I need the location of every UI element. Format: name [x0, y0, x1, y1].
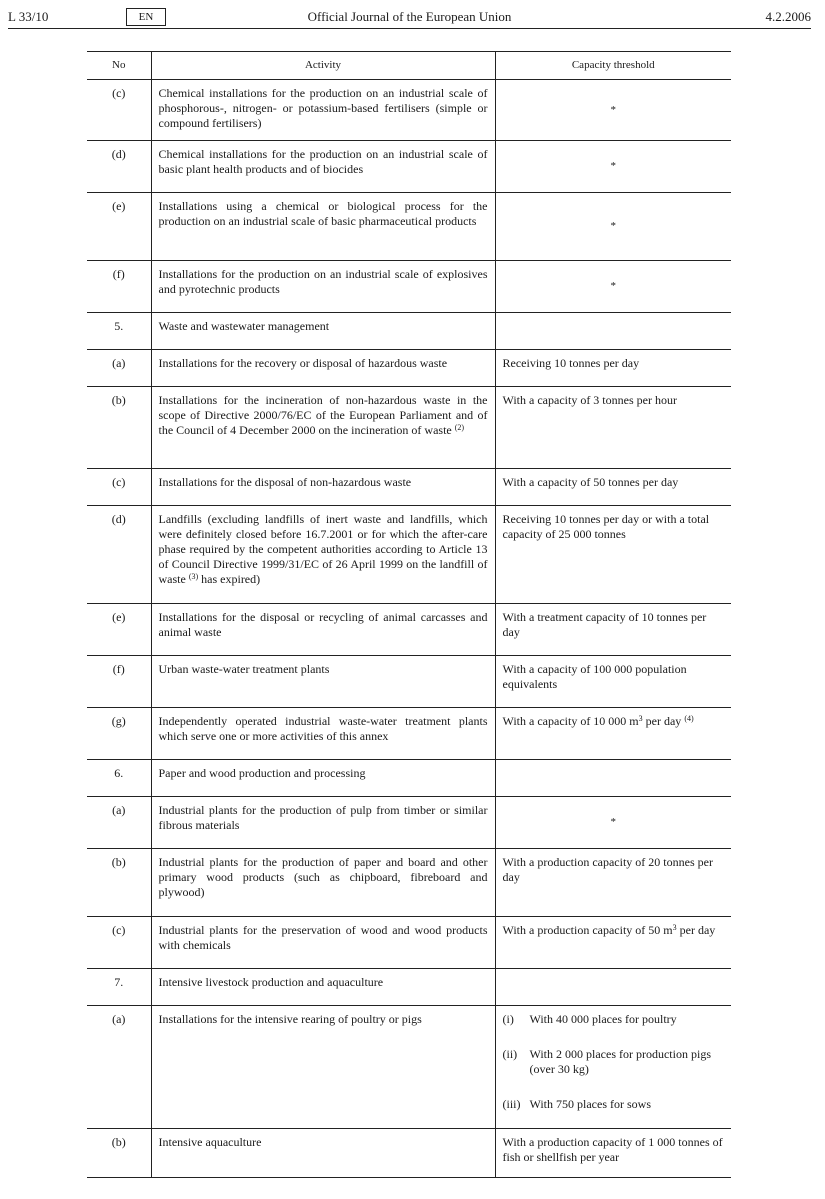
capacity-list-item: [503, 1047, 725, 1077]
activity-cell: Chemical installations for the production on an industrial scale of basic plant health products and of biocides: [151, 141, 495, 193]
capacity-cell: With a production capacity of 1 000 tonnes of fish or shellfish per year: [502, 1135, 723, 1164]
activity-cell: Installations for the production on an industrial scale of explosives and pyrotechnic products: [151, 261, 495, 313]
item-text: With 40 000 places for poultry: [529, 1012, 677, 1026]
journal-title: Official Journal of the European Union: [307, 9, 512, 24]
activity-cell: Chemical installations for the production on an industrial scale of phosphorous-, nitrogen- or potassium-based fertilisers (simple or compound fertilisers): [151, 80, 495, 141]
capacity-text: With a production capacity of 50 m: [502, 923, 673, 937]
section-title: Waste and wastewater management: [151, 313, 495, 350]
activity-cell: Industrial plants for the production of paper and board and other primary wood products (such as chipboard, fibreboard and plywood): [151, 849, 495, 917]
capacity-list: [495, 1006, 731, 1129]
activity-cell: Installations for the disposal of non-hazardous waste: [151, 469, 495, 506]
capacity-cell: With a production capacity of 20 tonnes per day: [502, 855, 713, 884]
capacity-cell: Receiving 10 tonnes per day: [502, 356, 640, 370]
capacity-cell: Receiving 10 tonnes per day or with a total capacity of 25 000 tonnes: [502, 512, 710, 541]
table-row: [87, 1129, 731, 1178]
table-row: [87, 656, 731, 708]
item-text: With 750 places for sows: [529, 1097, 651, 1111]
activities-table: [87, 51, 731, 1178]
capacity-text: With a capacity of 10 000 m: [502, 714, 639, 728]
row-number: (d): [87, 141, 151, 193]
activity-text: Landfills (excluding landfills of inert waste and landfills, which were definitely closed before 16.7.2001 or for which the after-care phase required by the competent authorities according to Article 13 of Council Directive 1999/31/EC of 26 April 1999 on the landfill of waste: [158, 512, 488, 586]
activity-cell: Industrial plants for the production of pulp from timber or similar fibrous materials: [151, 797, 495, 849]
row-number: (e): [87, 193, 151, 261]
capacity-cell: With a capacity of 3 tonnes per hour: [502, 393, 677, 407]
table-row: [87, 917, 731, 969]
capacity-cell: *: [610, 220, 616, 232]
footnote-ref: (3): [188, 572, 199, 581]
capacity-cell: [495, 760, 731, 797]
activity-cell: [151, 387, 495, 469]
unit-exponent: 3: [638, 714, 643, 723]
row-number: (b): [87, 1129, 151, 1178]
activity-cell: Industrial plants for the preservation of wood and wood products with chemicals: [151, 917, 495, 969]
table-row: [87, 80, 731, 141]
activity-text-end: has expired): [201, 572, 261, 586]
activity-cell: Installations for the intensive rearing of poultry or pigs: [151, 1006, 495, 1129]
column-header-activity: Activity: [151, 52, 495, 80]
capacity-cell: [495, 313, 731, 350]
capacity-cell: With a treatment capacity of 10 tonnes per day: [502, 610, 707, 639]
language-badge: EN: [126, 8, 166, 26]
footnote-ref: (4): [684, 714, 694, 723]
capacity-cell: [495, 969, 731, 1006]
table-row: [87, 708, 731, 760]
capacity-text-end: per day: [679, 923, 716, 937]
capacity-text-end: per day: [645, 714, 682, 728]
page-header: [8, 8, 811, 28]
page-reference: L 33/10: [8, 9, 49, 24]
section-number: 5.: [87, 313, 151, 350]
table-row: [87, 350, 731, 387]
row-number: (b): [87, 849, 151, 917]
table-row: [87, 387, 731, 469]
footnote-ref: (2): [454, 423, 465, 432]
activity-cell: Installations for the disposal or recycling of animal carcasses and animal waste: [151, 604, 495, 656]
header-rule: [8, 28, 811, 29]
capacity-cell: *: [610, 160, 616, 172]
section-title: Intensive livestock production and aquaculture: [151, 969, 495, 1006]
column-header-no: No: [87, 52, 151, 80]
table-row: [87, 797, 731, 849]
row-number: (c): [87, 469, 151, 506]
capacity-list-item: [503, 1097, 725, 1112]
table-row: [87, 604, 731, 656]
table-row: [87, 193, 731, 261]
activity-cell: Urban waste-water treatment plants: [151, 656, 495, 708]
capacity-cell: With a capacity of 100 000 population equivalents: [502, 662, 687, 691]
row-number: (a): [87, 1006, 151, 1129]
row-number: (f): [87, 656, 151, 708]
item-label: (iii): [502, 1097, 521, 1111]
table-row: [87, 849, 731, 917]
row-number: (a): [87, 350, 151, 387]
row-number: (f): [87, 261, 151, 313]
row-number: (d): [87, 506, 151, 604]
item-label: (i): [502, 1012, 514, 1026]
capacity-cell: [495, 708, 731, 760]
section-number: 7.: [87, 969, 151, 1006]
table-row: [87, 469, 731, 506]
capacity-cell: *: [610, 280, 616, 292]
capacity-cell: *: [610, 103, 616, 116]
item-label: (ii): [502, 1047, 518, 1061]
activity-cell: [151, 506, 495, 604]
activity-cell: Installations using a chemical or biological process for the production on an industrial scale of basic pharmaceutical products: [151, 193, 495, 261]
table-row: [87, 261, 731, 313]
capacity-list-item: [503, 1012, 725, 1027]
activity-cell: Intensive aquaculture: [151, 1129, 495, 1178]
section-title: Paper and wood production and processing: [151, 760, 495, 797]
item-text: With 2 000 places for production pigs (over 30 kg): [529, 1047, 711, 1076]
section-row: [87, 313, 731, 350]
publication-date: 4.2.2006: [765, 9, 811, 24]
section-row: [87, 760, 731, 797]
section-number: 6.: [87, 760, 151, 797]
row-number: (a): [87, 797, 151, 849]
table-row: [87, 1006, 731, 1129]
section-row: [87, 969, 731, 1006]
row-number: (b): [87, 387, 151, 469]
row-number: (e): [87, 604, 151, 656]
row-number: (g): [87, 708, 151, 760]
capacity-cell: [495, 917, 731, 969]
table-row: [87, 506, 731, 604]
activity-cell: Installations for the recovery or disposal of hazardous waste: [151, 350, 495, 387]
column-header-capacity: Capacity threshold: [571, 59, 655, 71]
activity-cell: Independently operated industrial waste-water treatment plants which serve one or more activities of this annex: [151, 708, 495, 760]
activity-text: Installations for the incineration of non-hazardous waste in the scope of Directive 2000/76/EC of the European Parliament and of the Council of 4 December 2000 on the incineration of waste: [158, 393, 488, 437]
unit-exponent: 3: [672, 923, 677, 932]
row-number: (c): [87, 80, 151, 141]
table-header-row: [87, 52, 731, 80]
table-row: [87, 141, 731, 193]
capacity-cell: With a capacity of 50 tonnes per day: [502, 475, 679, 489]
row-number: (c): [87, 917, 151, 969]
capacity-cell: *: [610, 816, 616, 828]
